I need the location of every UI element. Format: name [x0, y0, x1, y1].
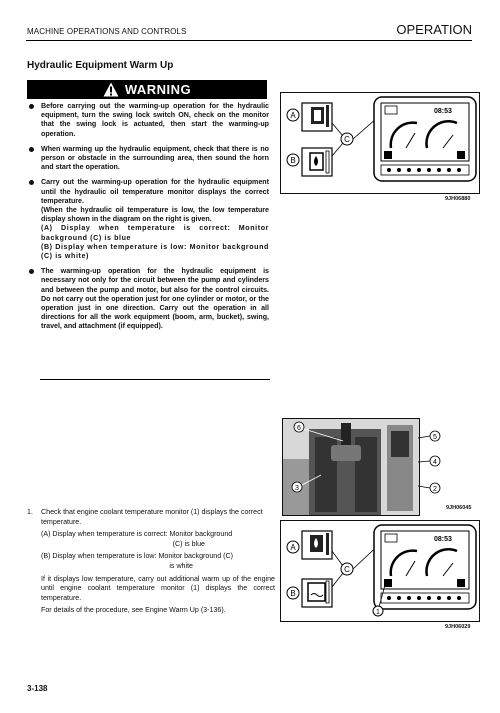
fig3-label-b: B: [290, 589, 296, 598]
fig1-code: 9JH06880: [445, 196, 471, 202]
fig3-label-c: C: [344, 565, 350, 574]
step-number: 1.: [27, 508, 33, 516]
step-display-a-cont: (C) is blue: [172, 539, 205, 548]
figure-hydraulic-monitor: [280, 92, 480, 194]
fig1-label-c: C: [344, 135, 350, 144]
figure-cab-controls: [282, 418, 420, 516]
fig1-clock: 08:53: [434, 108, 452, 115]
fig2-callout-5: 5: [433, 434, 437, 441]
warning-label: WARNING: [124, 82, 192, 97]
fig2-callout-3: 3: [295, 485, 299, 492]
fig3-clock: 08:53: [434, 536, 452, 543]
fig3-code: 9JH06029: [445, 624, 471, 630]
page-number: 3-138: [27, 684, 48, 693]
section-title: Hydraulic Equipment Warm Up: [27, 60, 174, 71]
cab-controls-diagram: [283, 419, 419, 515]
header-section: MACHINE OPERATIONS AND CONTROLS: [27, 27, 187, 36]
warning-item-b: (B) Display when temperature is low: Monitor background (C) is white): [41, 242, 269, 261]
header-chapter: OPERATION: [396, 22, 472, 37]
warning-item: Before carrying out the warming-up operation for the hydraulic equipment, turn the swing lock switch ON, check on the monitor that the swing lock is actuated, then start the warming-up operation.: [27, 102, 269, 139]
warning-triangle-icon: [103, 82, 119, 97]
fig2-callout-6: 6: [297, 425, 301, 432]
coolant-monitor-diagram: [281, 521, 479, 621]
warning-item: [27, 178, 269, 261]
step-text: Check that engine coolant temperature monitor (1) displays the correct temperature.: [41, 508, 263, 526]
fig1-label-a: A: [290, 111, 296, 120]
step-details: For details of the procedure, see Engine Warm Up (3-136).: [41, 606, 226, 615]
fig2-callout-2: 2: [433, 486, 437, 493]
step-1: [27, 508, 275, 619]
warning-item-note: (When the hydraulic oil temperature is low, the low temperature display shown in the diagram on the right is given.: [41, 206, 269, 224]
warning-banner: [27, 80, 267, 99]
fig3-label-1: 1: [376, 609, 380, 616]
fig2-callout-4: 4: [433, 459, 437, 466]
hydraulic-monitor-diagram: [281, 93, 479, 193]
step-display-b-cont: is white: [169, 561, 193, 570]
warning-item-text: Carry out the warming-up operation for the hydraulic equipment until the hydraulic oil temperature monitor displays the correct temperature.: [41, 178, 269, 205]
step-display-a: (A) Display when temperature is correct: Monitor background: [41, 530, 233, 539]
warning-item-a: (A) Display when temperature is correct: Monitor background (C) is blue: [41, 224, 269, 242]
fig3-label-a: A: [290, 543, 296, 552]
fig1-label-b: B: [290, 156, 296, 165]
warning-item: The warming-up operation for the hydraulic equipment is necessary not only for the circuit between the pump and cylinders and between the pump and motor, but also for the control circuits. Do not carry out the operation just for one cylinder or motor, or the operation just in one direction. Carry out the operation in all directions for all the work equipment (boom, arm, bucket), swing, travel, and attachment (if equipped).: [27, 267, 269, 331]
step-display-b: (B) Display when temperature is low: Monitor background (C): [41, 552, 233, 561]
figure-coolant-monitor: [280, 520, 480, 622]
warning-body: [27, 102, 269, 338]
warning-bottom-rule: [40, 379, 270, 380]
step-extra: If it displays low temperature, carry out additional warm up of the engine until engine coolant temperature monitor (1) displays the correct temperature.: [41, 574, 275, 602]
header-rule: [26, 40, 472, 41]
fig2-callouts: [418, 418, 448, 514]
warning-item: When warming up the hydraulic equipment, check that there is no person or obstacle in the surrounding area, then sound the horn and start the operation.: [27, 145, 269, 173]
fig2-code: 9JH06045: [446, 505, 472, 511]
